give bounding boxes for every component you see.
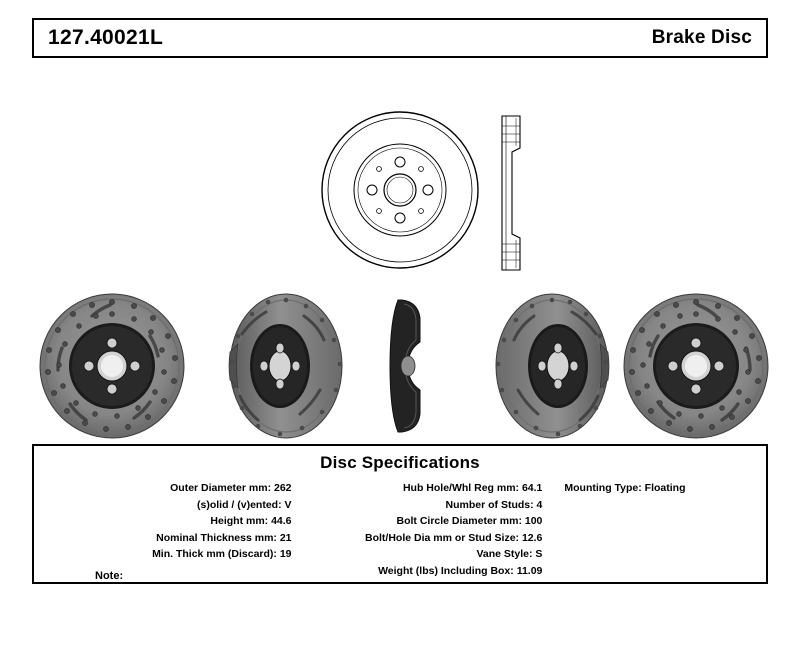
note-label: Note: bbox=[95, 570, 124, 582]
page-title: Brake Disc bbox=[651, 27, 752, 48]
spec-min-thickness: Min. Thick mm (Discard): 19 bbox=[152, 548, 292, 560]
spec-bolt-hole-dia: Bolt/Hole Dia mm or Stud Size: 12.6 bbox=[365, 531, 543, 544]
spec-number-of-studs: Number of Studs: 4 bbox=[445, 498, 543, 511]
specs-title: Disc Specifications bbox=[320, 453, 480, 472]
rotor-photo-row bbox=[32, 292, 768, 440]
spec-hub-hole: Hub Hole/Whl Reg mm: 64.1 bbox=[402, 482, 543, 494]
specs-column-middle bbox=[298, 480, 547, 579]
spec-bolt-circle-diameter: Bolt Circle Diameter mm: 100 bbox=[396, 515, 543, 527]
rotor-front-view-drawing bbox=[320, 110, 480, 275]
spec-vane-style: Vane Style: S bbox=[476, 548, 543, 560]
top-drawing-area bbox=[32, 70, 768, 280]
rotor-photo-front-right bbox=[622, 292, 770, 445]
rotor-photo-angled-right bbox=[490, 292, 630, 445]
spec-solid-vented: (s)olid / (v)ented: V bbox=[197, 498, 292, 511]
spec-height: Height mm: 44.6 bbox=[210, 515, 292, 527]
rotor-photo-front-left bbox=[38, 292, 186, 445]
rotor-photo-edge-view bbox=[384, 292, 438, 445]
header-bar bbox=[32, 18, 768, 58]
spec-mounting-type: Mounting Type: Floating bbox=[564, 482, 686, 494]
spec-outer-diameter: Outer Diameter mm: 262 bbox=[170, 482, 292, 494]
rotor-photo-angled-left bbox=[208, 292, 348, 445]
specs-column-left bbox=[34, 480, 298, 579]
part-number: 127.40021L bbox=[48, 26, 164, 49]
spec-weight: Weight (lbs) Including Box: 11.09 bbox=[378, 564, 543, 577]
spec-nominal-thickness: Nominal Thickness mm: 21 bbox=[156, 531, 292, 544]
disc-specifications-panel bbox=[32, 444, 768, 584]
specs-columns bbox=[34, 480, 766, 579]
specs-column-right bbox=[546, 480, 766, 579]
rotor-cross-section-drawing bbox=[494, 112, 530, 279]
